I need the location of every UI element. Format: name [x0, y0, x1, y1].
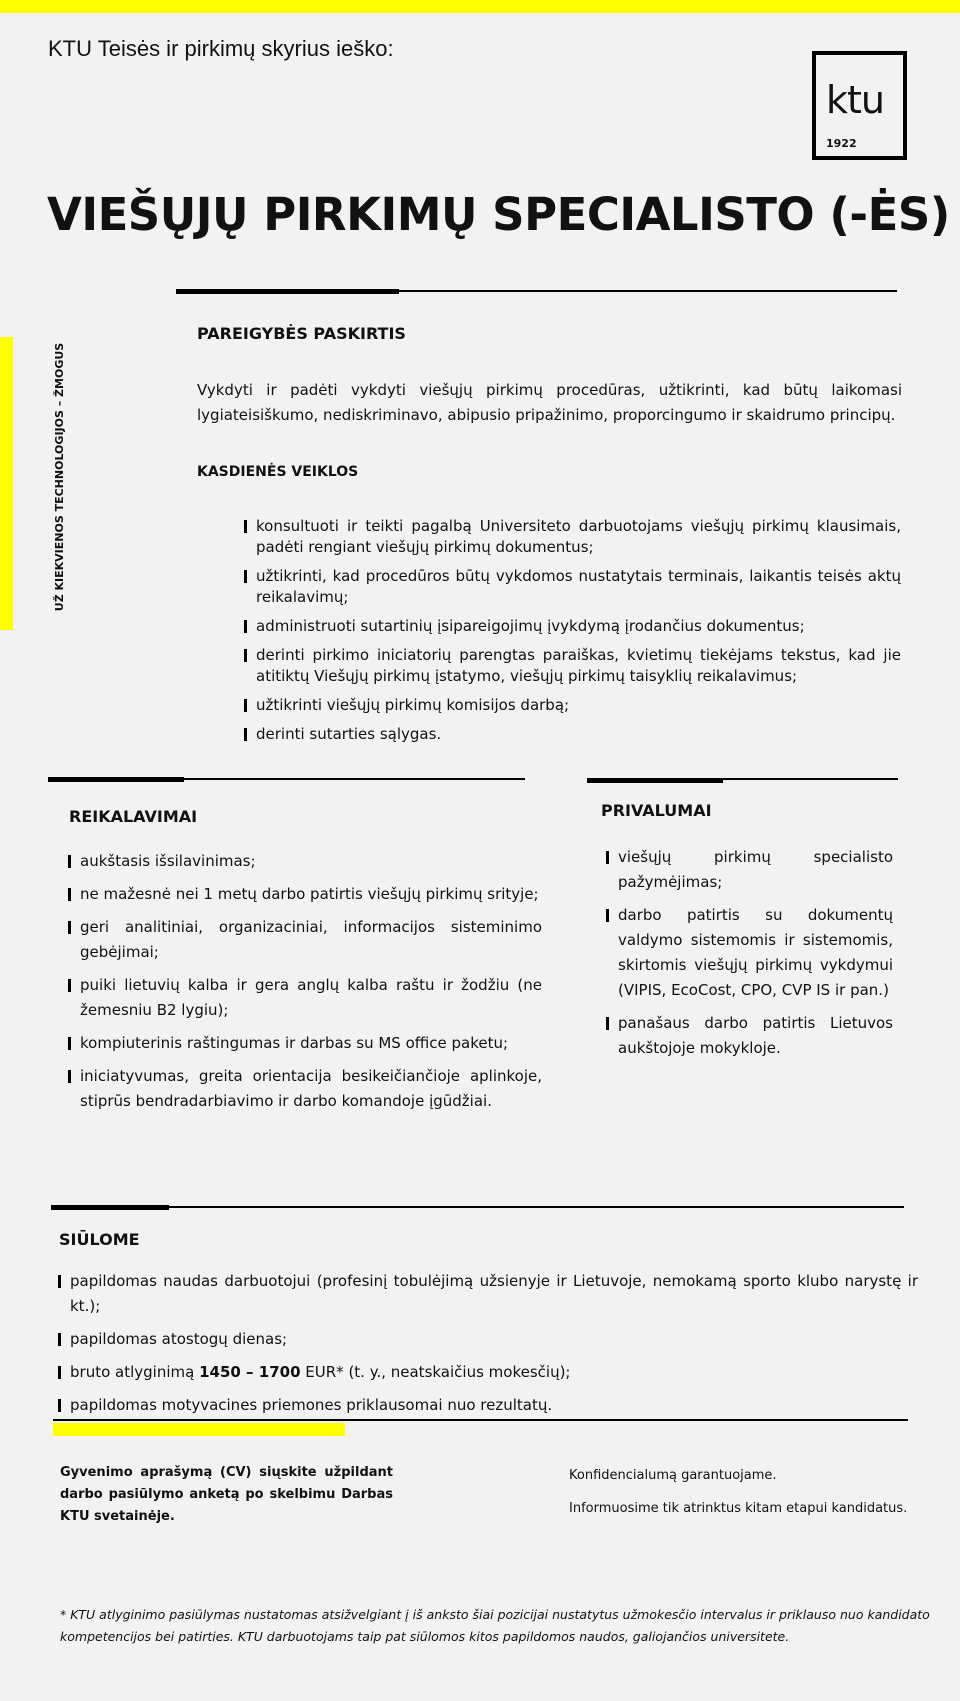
divider — [53, 1419, 908, 1421]
divider — [51, 1206, 904, 1208]
list-item: užtikrinti, kad procedūros būtų vykdomos nustatytais terminais, laikantis teisės aktų reikalavimų; — [244, 566, 901, 608]
list-item salary-item — [58, 1360, 918, 1385]
vertical-slogan: UŽ KIEKVIENOS TECHNOLOGIJOS – ŽMOGUS — [53, 342, 66, 612]
list-item: viešųjų pirkimų specialisto pažymėjimas; — [606, 845, 893, 895]
footer-accent-bar — [53, 1423, 345, 1436]
list-item: ne mažesnė nei 1 metų darbo patirtis viešųjų pirkimų srityje; — [68, 882, 542, 907]
salary-prefix: bruto atlyginimą — [70, 1363, 200, 1381]
salary-footnote: * KTU atlyginimo pasiūlymas nustatomas atsižvelgiant į iš anksto šiai pozicijai nustatytus užmokesčio intervalus ir priklauso nuo kandidato kompetencijos bei patirties. KTU darbuotojams taip pat siūlomos kitos papildomos naudos, galiojančios universitete. — [60, 1607, 930, 1644]
list-item: konsultuoti ir teikti pagalbą Universiteto darbuotojams viešųjų pirkimų klausimais, padėti rengiant viešųjų pirkimų dokumentus; — [244, 516, 901, 558]
requirements-title: REIKALAVIMAI — [69, 807, 198, 826]
daily-title: KASDIENĖS VEIKLOS — [197, 464, 359, 480]
top-accent-bar — [0, 0, 960, 13]
list-item: papildomas atostogų dienas; — [58, 1327, 918, 1352]
confidential-note: Konfidencialumą garantuojame. — [569, 1468, 777, 1483]
requirements-list — [68, 849, 542, 1122]
divider-accent — [176, 289, 399, 294]
list-item: aukštasis išsilavinimas; — [68, 849, 542, 874]
intro-heading: KTU Teisės ir pirkimų skyrius ieško: — [48, 36, 394, 61]
offer-title: SIŪLOME — [59, 1230, 140, 1249]
divider-accent — [51, 1205, 169, 1210]
list-item: derinti pirkimo iniciatorių parengtas paraiškas, kvietimų tiekėjams tekstus, kad jie atitiktų Viešųjų pirkimų įstatymo, viešųjų pirkimų taisyklių reikalavimus; — [244, 645, 901, 687]
salary-suffix: EUR* (t. y., neatskaičius mokesčių); — [300, 1363, 571, 1381]
logo-year: 1922 — [826, 137, 857, 150]
list-item: geri analitiniai, organizaciniai, informacijos sisteminimo gebėjimai; — [68, 915, 542, 965]
purpose-title: PAREIGYBĖS PASKIRTIS — [197, 324, 406, 343]
ktu-logo — [812, 51, 907, 160]
logo-text: ktu — [826, 78, 884, 122]
purpose-text: Vykdyti ir padėti vykdyti viešųjų pirkimų procedūras, užtikrinti, kad būtų laikomasi lygiateisiškumo, nediskriminavo, abipusio pripažinimo, proporcingumo ir skaidrumo principų. — [197, 381, 902, 424]
list-item: derinti sutarties sąlygas. — [244, 724, 901, 745]
inform-note: Informuosime tik atrinktus kitam etapui kandidatus. — [569, 1501, 908, 1516]
list-item: puiki lietuvių kalba ir gera anglų kalba raštu ir žodžiu (ne žemesniu B2 lygiu); — [68, 973, 542, 1023]
list-item: iniciatyvumas, greita orientacija besikeičiančioje aplinkoje, stiprūs bendradarbiavimo ir darbo komandoje įgūdžiai. — [68, 1064, 542, 1114]
footer-notes — [569, 1459, 909, 1525]
side-accent-bar — [0, 337, 13, 630]
divider-accent — [587, 778, 723, 783]
advantages-title: PRIVALUMAI — [601, 801, 712, 820]
divider-accent — [48, 777, 184, 782]
apply-instructions: Gyvenimo aprašymą (CV) siųskite užpildant darbo pasiūlymo anketą po skelbimu Darbas KTU svetainėje. — [60, 1465, 393, 1524]
list-item: administruoti sutartinių įsipareigojimų įvykdymą įrodančius dokumentus; — [244, 616, 901, 637]
list-item: papildomas naudas darbuotojui (profesinį tobulėjimą užsienyje ir Lietuvoje, nemokamą sporto klubo narystę ir kt.); — [58, 1269, 918, 1319]
list-item: panašaus darbo patirtis Lietuvos aukštojoje mokykloje. — [606, 1011, 893, 1061]
salary-range: 1450 – 1700 — [199, 1363, 301, 1381]
list-item: kompiuterinis raštingumas ir darbas su MS office paketu; — [68, 1031, 542, 1056]
list-item: papildomas motyvacines priemones priklausomai nuo rezultatų. — [58, 1393, 918, 1418]
job-title: VIEŠŲJŲ PIRKIMŲ SPECIALISTO (-ĖS) — [47, 188, 950, 241]
advantages-list — [606, 845, 893, 1069]
list-item: darbo patirtis su dokumentų valdymo sistemomis ir sistemomis, skirtomis viešųjų pirkimų vykdymui (VIPIS, EcoCost, CPO, CVP IS ir pan.) — [606, 903, 893, 1003]
list-item: užtikrinti viešųjų pirkimų komisijos darbą; — [244, 695, 901, 716]
offer-list — [58, 1269, 918, 1426]
daily-list — [244, 516, 901, 753]
